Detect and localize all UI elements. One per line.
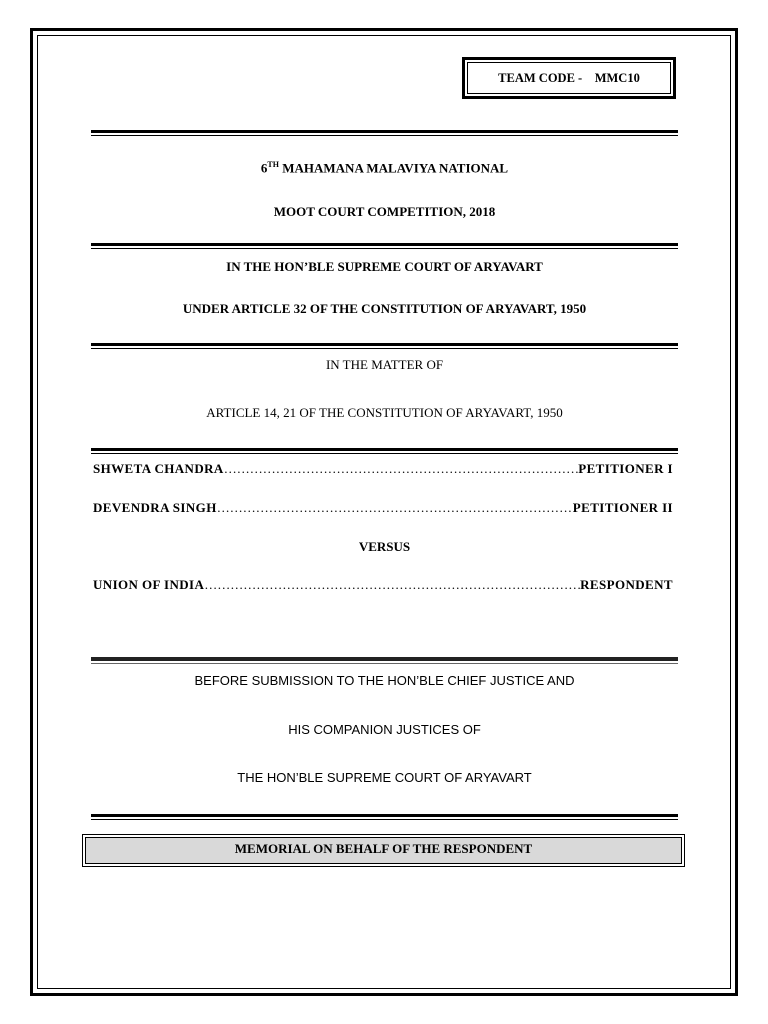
leader-dots bbox=[224, 461, 579, 477]
leader-dots bbox=[204, 577, 580, 593]
competition-title-line1 bbox=[91, 160, 678, 176]
team-code-box bbox=[462, 57, 676, 99]
party-role: PETITIONER I bbox=[578, 461, 673, 476]
submission-line1: BEFORE SUBMISSION TO THE HON’BLE CHIEF JUSTICE AND bbox=[194, 673, 575, 688]
divider bbox=[91, 814, 678, 820]
party-row-respondent bbox=[93, 577, 673, 593]
party-name: DEVENDRA SINGH bbox=[93, 500, 217, 515]
party-role: PETITIONER II bbox=[572, 500, 673, 515]
court-name: IN THE HON’BLE SUPREME COURT OF ARYAVART bbox=[226, 259, 543, 274]
competition-ordinal-suffix: TH bbox=[267, 160, 279, 169]
matter-article: ARTICLE 14, 21 OF THE CONSTITUTION OF ARYAVART, 1950 bbox=[206, 405, 563, 420]
memorial-banner bbox=[82, 834, 685, 867]
competition-name: MAHAMANA MALAVIYA NATIONAL bbox=[278, 160, 509, 176]
party-row-petitioner-2 bbox=[93, 500, 673, 516]
divider bbox=[91, 130, 678, 136]
submission-line2: HIS COMPANION JUSTICES OF bbox=[288, 722, 481, 737]
submission-line3: THE HON’BLE SUPREME COURT OF ARYAVART bbox=[237, 770, 532, 785]
divider bbox=[91, 243, 678, 249]
party-role: RESPONDENT bbox=[580, 577, 673, 592]
leader-dots bbox=[217, 500, 573, 516]
team-code: TEAM CODE - MMC10 bbox=[467, 62, 671, 94]
matter-heading: IN THE MATTER OF bbox=[325, 357, 444, 372]
versus-label: VERSUS bbox=[358, 539, 411, 554]
party-row-petitioner-1 bbox=[93, 461, 673, 477]
divider bbox=[91, 657, 678, 664]
competition-ordinal: 6 bbox=[260, 160, 268, 176]
party-name: SHWETA CHANDRA bbox=[93, 461, 224, 476]
competition-title-line2: MOOT COURT COMPETITION, 2018 bbox=[273, 204, 496, 219]
memorial-title: MEMORIAL ON BEHALF OF THE RESPONDENT bbox=[85, 837, 682, 864]
divider bbox=[91, 343, 678, 349]
divider bbox=[91, 448, 678, 454]
party-name: UNION OF INDIA bbox=[93, 577, 205, 592]
jurisdiction: UNDER ARTICLE 32 OF THE CONSTITUTION OF ARYAVART, 1950 bbox=[182, 301, 587, 316]
